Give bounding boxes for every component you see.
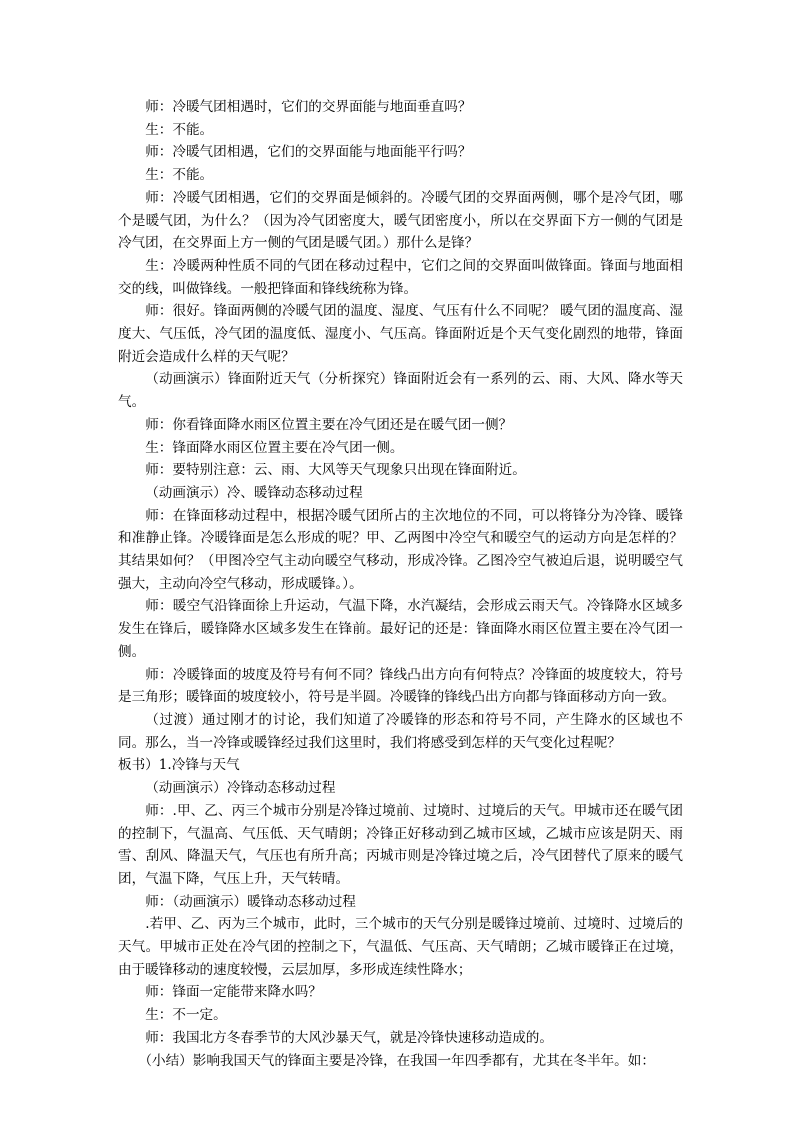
paragraph: 师：暖空气沿锋面徐上升运动，气温下降，水汽凝结，会形成云雨天气。冷锋降水区域多发生在锋后，暖锋降水区域多发生在锋前。最好记的还是：锋面降水雨区位置主要在冷气团一侧。 [118,598,683,660]
paragraph: （动画演示）冷、暖锋动态移动过程 [145,484,363,501]
paragraph: 师：冷暖气团相遇，它们的交界面能与地面能平行吗？ [145,144,472,161]
board-heading: 板书）1.冷锋与天气 [118,757,240,774]
paragraph: （过渡）通过刚才的讨论，我们知道了冷暖锋的形态和符号不同，产生降水的区域也不同。那么，当一冷锋或暖锋经过我们这里时，我们将感受到怎样的天气变化过程呢？ [118,711,683,751]
paragraph: 师：冷暖气团相遇时，它们的交界面能与地面垂直吗？ [145,99,472,115]
paragraph: 师：.甲、乙、丙三个城市分别是冷锋过境前、过境时、过境后的天气。甲城市还在暖气团的控制下，气温高、气压低、天气晴朗；冷锋正好移动到乙城市区域，乙城市应该是阴天、雨雪、刮风、降温天气，气压也有所升高；丙城市则是冷锋过境之后，冷气团替代了原来的暖气团，气温下降，气压上升，天气转晴。 [118,802,683,887]
paragraph: .若甲、乙、丙为三个城市，此时，三个城市的天气分别是暖锋过境前、过境时、过境后的天气。甲城市正处在冷气团的控制之下，气温低、气压高、天气晴朗；乙城市暖锋正在过境，由于暖锋移动的速度较慢，云层加厚，多形成连续性降水； [118,916,683,978]
paragraph: 师：在锋面移动过程中，根据冷暖气团所占的主次地位的不同，可以将锋分为冷锋、暖锋和准静止锋。冷暖锋面是怎么形成的呢？甲、乙两图中冷空气和暖空气的运动方向是怎样的？其结果如何？（甲图冷空气主动向暖空气移动，形成冷锋。乙图冷空气被迫后退，说明暖空气强大，主动向冷空气移动，形成暖锋。）。 [118,507,683,592]
paragraph: 生：不能。 [145,121,214,138]
document-page [118,96,683,1072]
paragraph: 生：不能。 [145,167,214,184]
paragraph: 师：（动画演示）暖锋动态移动过程 [145,893,356,910]
paragraph: 师：要特别注意：云、雨、大风等天气现象只出现在锋面附近。 [145,462,526,479]
paragraph: 师：你看锋面降水雨区位置主要在冷气团还是在暖气团一侧？ [145,416,513,433]
paragraph: 师：冷暖锋面的坡度及符号有何不同？锋线凸出方向有何特点？冷锋面的坡度较大，符号是三角形；暖锋面的坡度较小，符号是半圆。冷暖锋的锋线凸出方向都与锋面移动方向一致。 [118,666,683,706]
paragraph: （动画演示）锋面附近天气（分析探究）锋面附近会有一系列的云、雨、大风、降水等天气。 [118,371,683,411]
paragraph: （动画演示）冷锋动态移动过程 [145,780,336,797]
paragraph: 师：很好。锋面两侧的冷暖气团的温度、湿度、气压有什么不同呢？ 暖气团的温度高、湿度大、气压低，冷气团的温度低、湿度小、气压高。锋面附近是个天气变化剧烈的地带，锋面附近会造成什么样的天气呢？ [118,303,683,365]
paragraph: 师：我国北方冬春季节的大风沙暴天气，就是冷锋快速移动造成的。 [145,1029,553,1046]
paragraph: 生：不一定。 [145,1007,227,1024]
summary-paragraph: （小结）影响我国天气的锋面主要是冷锋，在我国一年四季都有，尤其在冬半年。如： [138,1052,655,1069]
paragraph: 师：锋面一定能带来降水吗？ [145,984,322,1001]
paragraph: 生：冷暖两种性质不同的气团在移动过程中，它们之间的交界面叫做锋面。锋面与地面相交的线，叫做锋线。一般把锋面和锋线统称为锋。 [118,257,683,297]
paragraph: 师：冷暖气团相遇，它们的交界面是倾斜的。冷暖气团的交界面两侧，哪个是冷气团，哪个是暖气团，为什么？（因为冷气团密度大，暖气团密度小，所以在交界面下方一侧的气团是冷气团，在交界面上方一侧的气团是暖气团。）那什么是锋？ [118,189,683,252]
paragraph: 生：锋面降水雨区位置主要在冷气团一侧。 [145,439,404,456]
